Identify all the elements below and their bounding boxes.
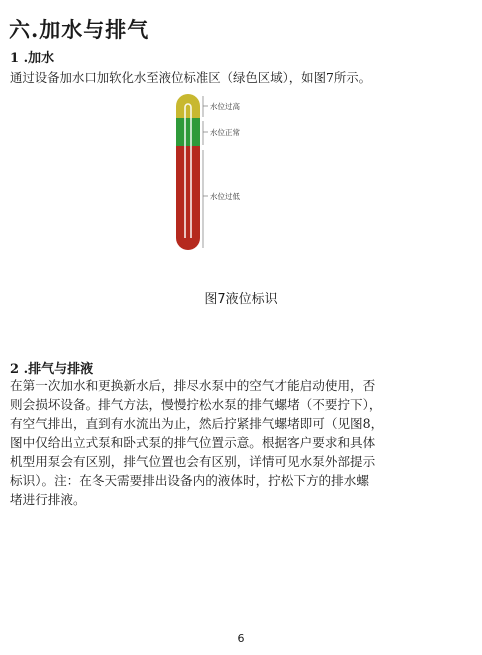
label-level-normal: 水位正常 — [210, 128, 240, 137]
venting-paragraph — [10, 376, 476, 509]
section-title: 六.加水与排气 — [9, 17, 150, 42]
gauge-normal-zone — [176, 118, 200, 146]
label-level-high: 水位过高 — [210, 102, 240, 111]
level-gauge-tube — [172, 88, 212, 254]
label-level-low: 水位过低 — [210, 192, 240, 201]
venting-line: 机型用泵会有区别，排气位置也会有区别，详情可见水泵外部提示 — [10, 454, 376, 469]
gauge-high-zone — [176, 94, 200, 118]
fill-water-text: 通过设备加水口加软化水至液位标准区（绿色区域），如图7所示。 — [10, 70, 372, 85]
subsection-heading-venting: 2 .排气与排液 — [10, 362, 94, 377]
subsection-heading-fill-water: 1 .加水 — [10, 51, 55, 66]
level-gauge-figure — [172, 88, 262, 254]
venting-line: 标识）。注：在冬天需要排出设备内的液体时，拧松下方的排水螺 — [10, 473, 369, 488]
gauge-low-zone — [176, 146, 200, 250]
figure-caption: 图7液位标识 — [204, 292, 278, 307]
page-number: 6 — [237, 632, 245, 645]
venting-line: 堵进行排液。 — [10, 492, 86, 507]
venting-line: 在第一次加水和更换新水后，排尽水泵中的空气才能启动使用，否 — [10, 378, 376, 393]
venting-line: 图中仅给出立式泵和卧式泵的排气位置示意。根据客户要求和具体 — [10, 435, 376, 450]
venting-line: 则会损坏设备。排气方法，慢慢拧松水泵的排气螺堵（不要拧下）， — [10, 397, 382, 412]
venting-line: 有空气排出，直到有水流出为止，然后拧紧排气螺堵即可（见图8， — [10, 416, 384, 431]
